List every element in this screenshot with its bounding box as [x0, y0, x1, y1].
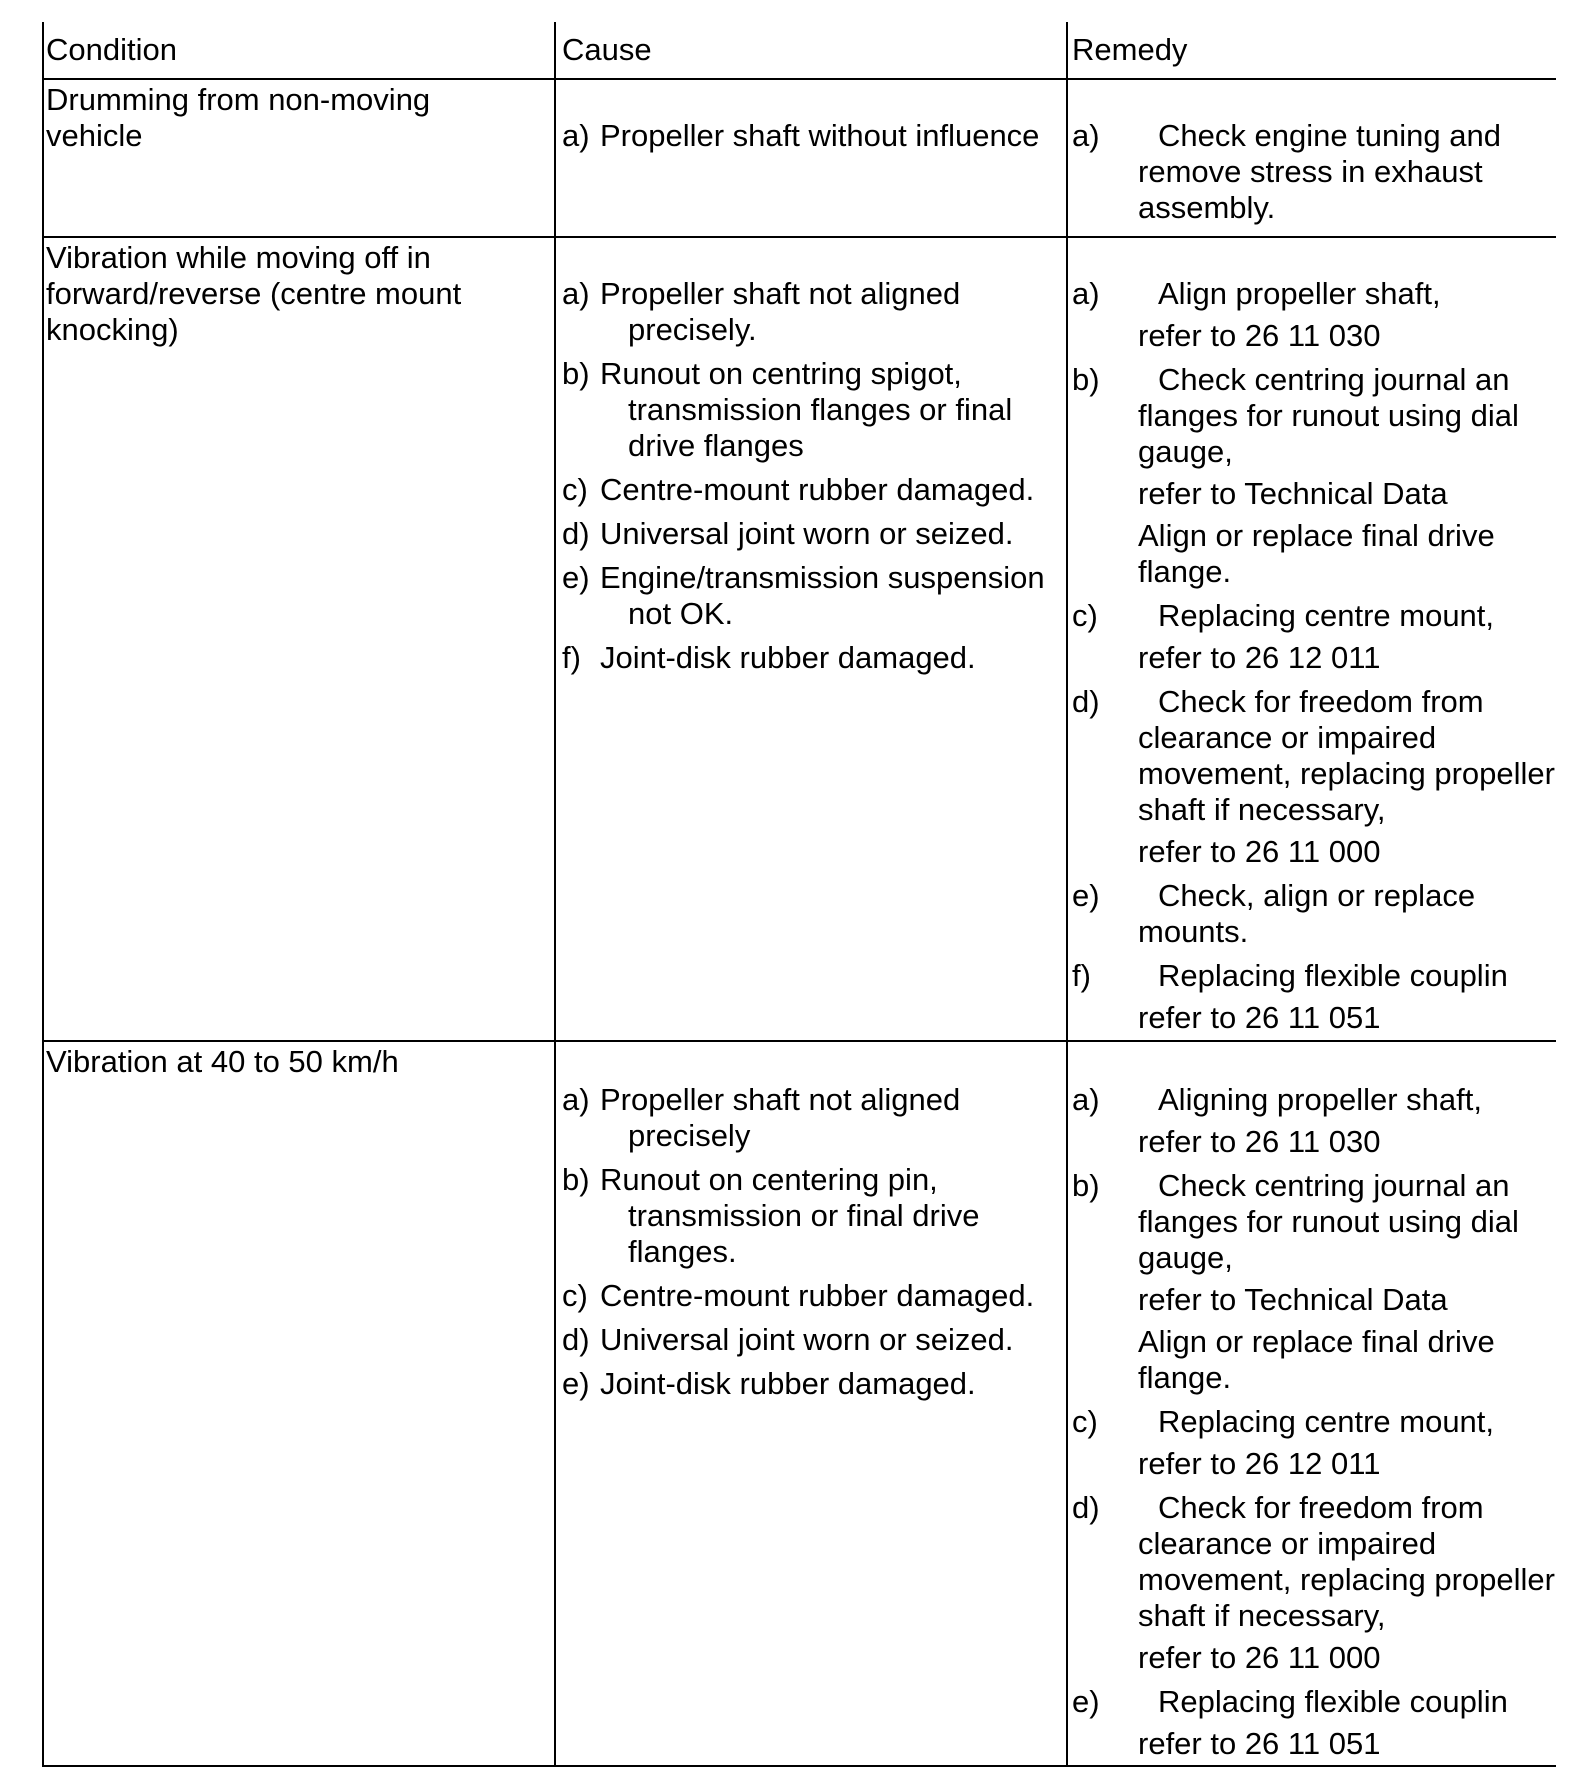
- column-divider-cause: [554, 22, 556, 1767]
- remedy-item: e) Check, align or replace mounts.: [1072, 878, 1476, 949]
- remedy-item: e) Replacing flexible couplin refer to 26 11 051: [1072, 1684, 1508, 1761]
- cause-item: e) Engine/transmission suspension not OK.: [562, 560, 1045, 631]
- cause-item: b) Runout on centring spigot, transmission flanges or final drive flanges: [562, 356, 1013, 463]
- remedy-item: b) Check centring journal an flanges for runout using dial gauge, refer to Technical Data Align or replace final drive flange.: [1072, 1168, 1519, 1395]
- cause-item: c) Centre-mount rubber damaged.: [562, 472, 1035, 507]
- cause-item: e) Joint-disk rubber damaged.: [562, 1366, 976, 1401]
- cause-item: b) Runout on centering pin, transmission or final drive flanges.: [562, 1162, 980, 1269]
- cause-item: d) Universal joint worn or seized.: [562, 516, 1014, 551]
- cause-list: [562, 1082, 1057, 1410]
- cause-list: [562, 276, 1057, 684]
- remedy-list: [1072, 1082, 1556, 1770]
- cause-item: a) Propeller shaft not aligned precisely.: [562, 276, 961, 347]
- remedy-item: d) Check for freedom from clearance or impaired movement, replacing propeller shaft if necessary, refer to 26 11 000: [1072, 1490, 1555, 1675]
- header-remedy: Remedy: [1072, 32, 1188, 67]
- cause-item: f) Joint-disk rubber damaged.: [562, 640, 976, 675]
- cause-item: a) Propeller shaft not aligned precisely: [562, 1082, 961, 1153]
- remedy-item: c) Replacing centre mount, refer to 26 12 011: [1072, 1404, 1495, 1481]
- condition-cell: Vibration at 40 to 50 km/h: [46, 1044, 399, 1079]
- cause-item: c) Centre-mount rubber damaged.: [562, 1278, 1035, 1313]
- condition-cell: Drumming from non-moving vehicle: [46, 82, 431, 153]
- cause-list: [562, 118, 1057, 162]
- table-left-border: [42, 22, 44, 1767]
- remedy-item: d) Check for freedom from clearance or impaired movement, replacing propeller shaft if necessary, refer to 26 11 000: [1072, 684, 1555, 869]
- troubleshooting-table: [42, 22, 1556, 1767]
- header-separator: [42, 78, 1556, 80]
- cause-item: d) Universal joint worn or seized.: [562, 1322, 1014, 1357]
- cause-item: a) Propeller shaft without influence: [562, 118, 1040, 153]
- remedy-item: b) Check centring journal an flanges for runout using dial gauge, refer to Technical Data Align or replace final drive flange.: [1072, 362, 1519, 589]
- column-divider-remedy: [1066, 22, 1068, 1767]
- remedy-item: a) Align propeller shaft, refer to 26 11 030: [1072, 276, 1441, 353]
- condition-cell: Vibration while moving off in forward/reverse (centre mount knocking): [46, 240, 462, 347]
- header-cause: Cause: [562, 32, 652, 67]
- remedy-list: [1072, 118, 1556, 234]
- remedy-item: f) Replacing flexible couplin refer to 26 11 051: [1072, 958, 1508, 1035]
- remedy-item: c) Replacing centre mount, refer to 26 12 011: [1072, 598, 1495, 675]
- row-separator: [42, 236, 1556, 238]
- remedy-item: a) Check engine tuning and remove stress in exhaust assembly.: [1072, 118, 1501, 225]
- header-condition: Condition: [46, 32, 177, 67]
- remedy-list: [1072, 276, 1556, 1044]
- remedy-item: a) Aligning propeller shaft, refer to 26 11 030: [1072, 1082, 1482, 1159]
